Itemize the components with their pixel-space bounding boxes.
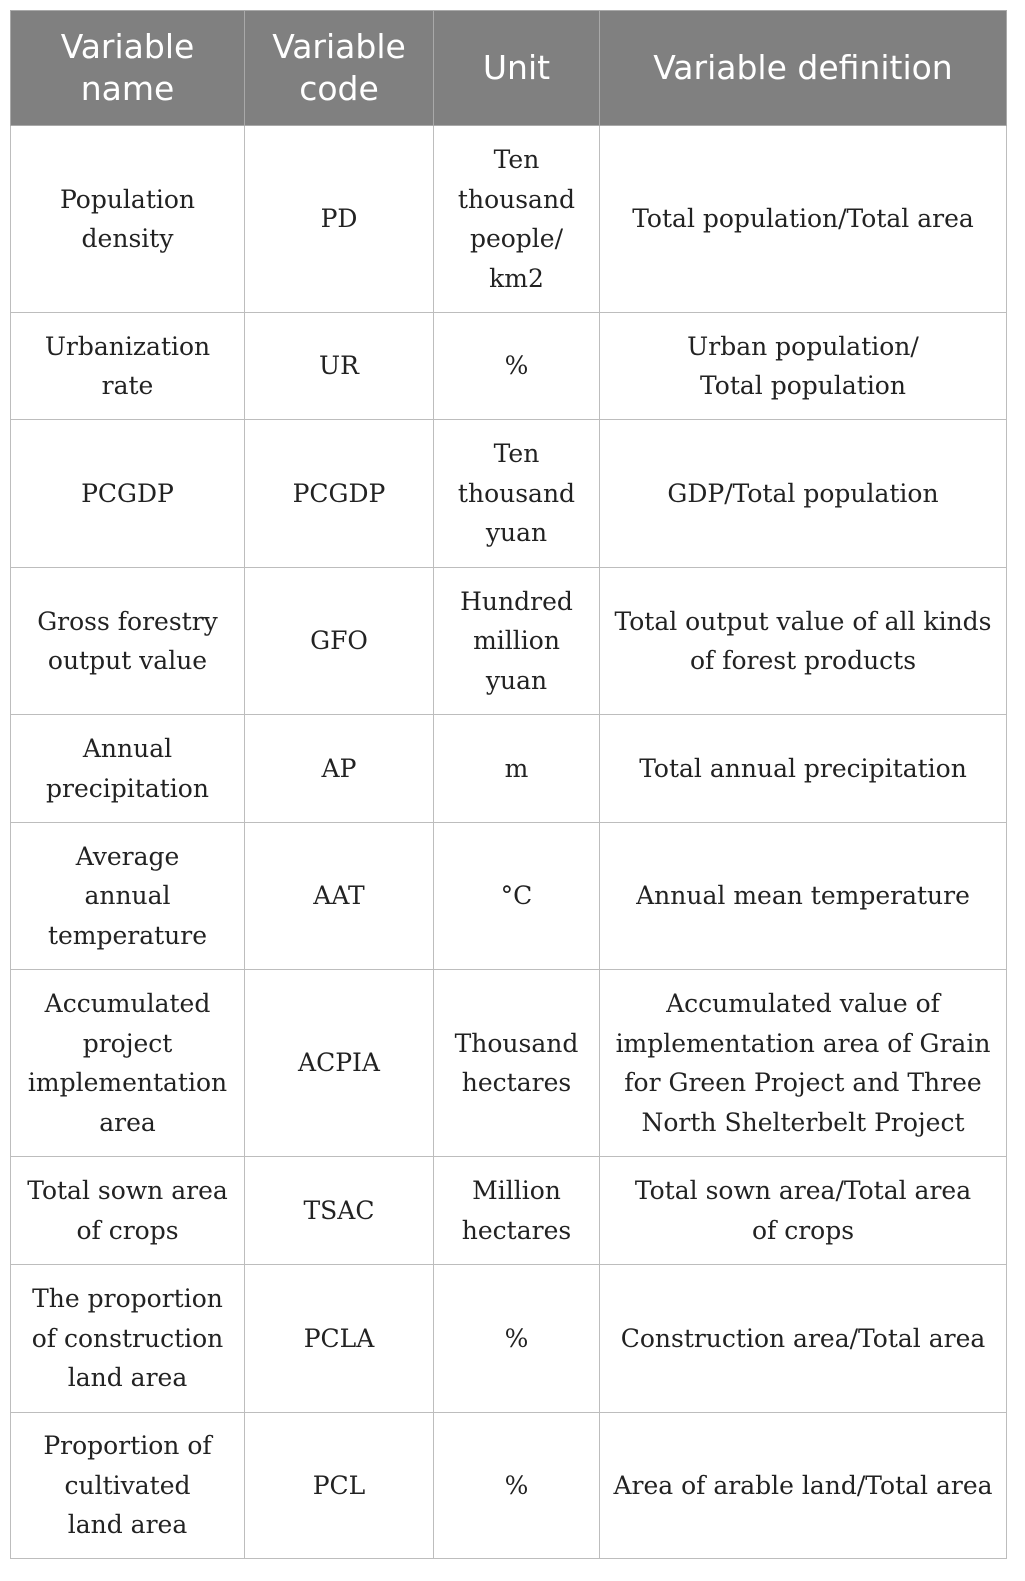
header-variable-name: Variable name <box>11 11 245 126</box>
cell-variable-name <box>11 1265 245 1413</box>
cell-unit <box>434 420 600 568</box>
cell-variable-code <box>245 970 434 1157</box>
cell-variable-definition <box>600 970 1007 1157</box>
header-variable-code: Variable code <box>245 11 434 126</box>
cell-variable-definition-text: Total population/Total area <box>632 204 974 234</box>
table-row <box>11 970 1007 1157</box>
cell-variable-code <box>245 420 434 568</box>
table-row <box>11 1413 1007 1559</box>
cell-variable-code <box>245 823 434 970</box>
cell-unit-text: Ten thousand people/ km2 <box>457 145 576 293</box>
cell-variable-definition <box>600 823 1007 970</box>
cell-variable-name-text: Accumulated project implementation area <box>27 989 228 1137</box>
cell-unit <box>434 823 600 970</box>
cell-unit <box>434 126 600 313</box>
cell-variable-code <box>245 1413 434 1559</box>
cell-variable-definition-text: Annual mean temperature <box>636 881 970 911</box>
cell-variable-code <box>245 313 434 420</box>
cell-variable-code <box>245 568 434 715</box>
cell-unit <box>434 715 600 823</box>
cell-variable-name-text: Average annual temperature <box>47 841 208 950</box>
cell-variable-code-text: TSAC <box>303 1195 375 1225</box>
cell-unit-text: Million hectares <box>461 1176 572 1245</box>
header-variable-definition: Variable definition <box>600 11 1007 126</box>
table-body <box>11 126 1007 1559</box>
cell-variable-name-text: The proportion of construction land area <box>31 1284 224 1393</box>
cell-variable-definition <box>600 568 1007 715</box>
cell-variable-definition <box>600 715 1007 823</box>
cell-unit-text: m <box>504 753 529 783</box>
cell-variable-definition <box>600 420 1007 568</box>
cell-unit <box>434 1413 600 1559</box>
cell-unit <box>434 313 600 420</box>
cell-variable-name-text: Total sown area of crops <box>27 1176 228 1245</box>
cell-variable-code <box>245 1265 434 1413</box>
table-row <box>11 313 1007 420</box>
cell-variable-definition <box>600 1413 1007 1559</box>
cell-unit <box>434 1157 600 1265</box>
cell-variable-definition <box>600 313 1007 420</box>
table-row <box>11 568 1007 715</box>
cell-variable-definition-text: Total output value of all kinds of forest products <box>614 606 992 675</box>
cell-variable-name-text: Gross forestry output value <box>37 606 218 675</box>
cell-variable-definition-text: Urban population/ Total population <box>687 331 919 400</box>
cell-variable-code-text: ACPIA <box>298 1048 380 1078</box>
cell-variable-definition-text: Construction area/Total area <box>620 1323 986 1353</box>
cell-unit-text: % <box>504 1470 529 1500</box>
table-row <box>11 823 1007 970</box>
cell-unit-text: Thousand hectares <box>454 1028 579 1097</box>
table-row <box>11 715 1007 823</box>
table-row <box>11 1265 1007 1413</box>
cell-variable-definition-text: GDP/Total population <box>667 478 939 508</box>
cell-variable-code-text: AAT <box>313 881 365 911</box>
cell-variable-name <box>11 715 245 823</box>
cell-variable-code-text: UR <box>319 351 359 381</box>
cell-variable-name <box>11 420 245 568</box>
cell-variable-definition-text: Area of arable land/Total area <box>613 1470 993 1500</box>
cell-variable-definition <box>600 1157 1007 1265</box>
cell-variable-code <box>245 1157 434 1265</box>
cell-variable-name <box>11 568 245 715</box>
cell-variable-code-text: AP <box>321 753 357 783</box>
cell-variable-code <box>245 715 434 823</box>
cell-variable-name <box>11 1413 245 1559</box>
header-unit: Unit <box>434 11 600 126</box>
cell-variable-name <box>11 823 245 970</box>
cell-unit-text: % <box>504 351 529 381</box>
cell-variable-name-text: Annual precipitation <box>46 734 209 803</box>
cell-unit-text: % <box>504 1323 529 1353</box>
cell-variable-code <box>245 126 434 313</box>
cell-variable-name-text: Urbanization rate <box>44 331 211 400</box>
cell-variable-name-text: Proportion of cultivated land area <box>43 1431 212 1540</box>
cell-variable-definition <box>600 126 1007 313</box>
cell-variable-name <box>11 313 245 420</box>
cell-variable-name-text: PCGDP <box>81 478 174 508</box>
cell-variable-code-text: GFO <box>310 626 368 656</box>
cell-variable-code-text: PCL <box>312 1470 366 1500</box>
cell-unit-text: Ten thousand yuan <box>457 439 576 548</box>
cell-variable-code-text: PCLA <box>303 1323 375 1353</box>
cell-variable-definition <box>600 1265 1007 1413</box>
cell-variable-definition-text: Total annual precipitation <box>639 753 967 783</box>
cell-unit-text: Hundred million yuan <box>460 586 573 695</box>
cell-variable-name-text: Population density <box>59 184 196 253</box>
cell-variable-code-text: PD <box>320 204 358 234</box>
cell-variable-name <box>11 126 245 313</box>
table-row <box>11 1157 1007 1265</box>
cell-unit <box>434 568 600 715</box>
cell-unit <box>434 1265 600 1413</box>
cell-variable-name <box>11 970 245 1157</box>
cell-variable-definition-text: Accumulated value of implementation area of Grain for Green Project and Three North Shelterbelt Project <box>615 989 991 1137</box>
cell-unit-text: °C <box>500 881 533 911</box>
cell-variable-definition-text: Total sown area/Total area of crops <box>634 1176 972 1245</box>
cell-variable-code-text: PCGDP <box>292 478 386 508</box>
variables-table <box>10 10 1007 1559</box>
table-row <box>11 420 1007 568</box>
header-row <box>11 11 1007 126</box>
cell-unit <box>434 970 600 1157</box>
cell-variable-name <box>11 1157 245 1265</box>
table-row <box>11 126 1007 313</box>
